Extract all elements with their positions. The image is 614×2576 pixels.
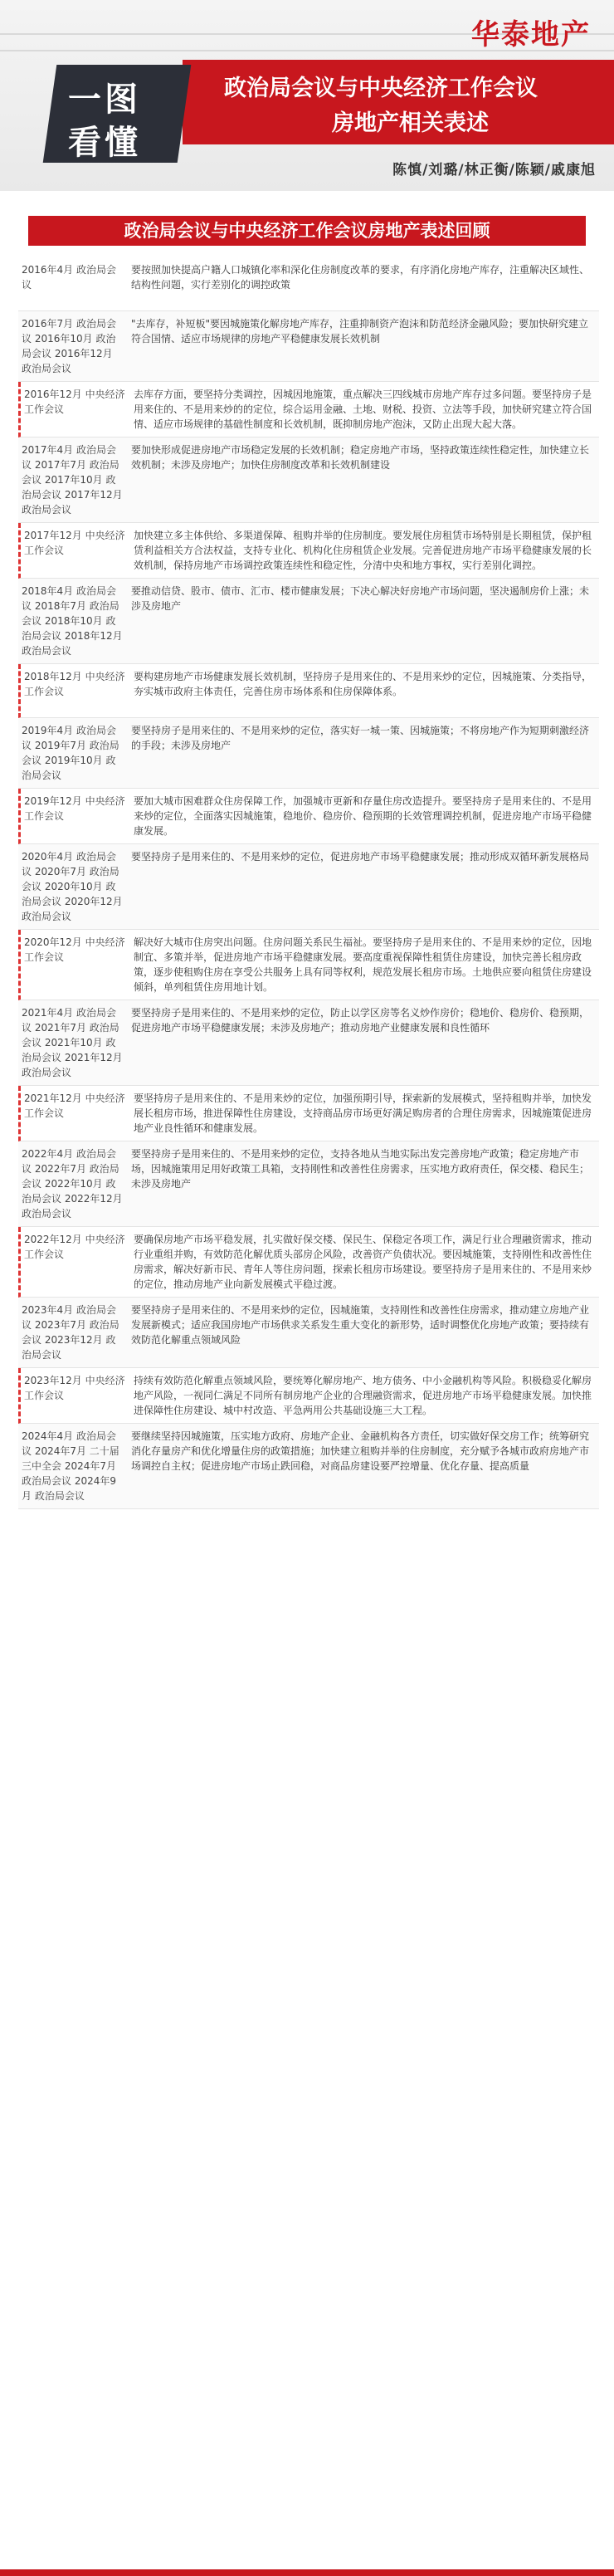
meeting-statement: 要坚持房子是用来住的、不是用来炒的定位，因城施策，支持刚性和改善性住房需求，推动建立房地产业发展新模式；适应我国房地产市场供求关系发生重大变化的新形势，适时调整优化房地产政策；要持续有效防范化解重点领域风险 [131,1304,590,1346]
meeting-statement: 去库存方面，要坚持分类调控，因城因地施策，重点解决三四线城市房地产库存过多问题。要坚持房子是用来住的、不是用来炒的的定位，综合运用金融、土地、财税、投资、立法等手段，加快研究建立符合国情、适应市场规律的基础性制度和长效机制，既抑制房地产泡沫，又防止出现大起大落。 [134,389,592,430]
meeting-date: 2016年7月 政治局会议 2016年10月 政治局会议 2016年12月 政治局会议 [22,318,116,374]
meeting-statement: 要加大城市困难群众住房保障工作，加强城市更新和存量住房改造提升。要坚持房子是用来住的、不是用来炒的定位，全面落实因城施策，稳地价、稳房价、稳预期的长效管理调控机制，促进房地产市场平稳健康发展。 [134,795,592,837]
authors: 陈慎/刘璐/林正衡/陈颖/戚康旭 [392,162,596,178]
timeline-row [18,930,599,1000]
timeline-row [18,523,599,579]
meeting-date: 2020年4月 政治局会议 2020年7月 政治局会议 2020年10月 政治局会议 2020年12月 政治局会议 [22,851,123,922]
meeting-date: 2016年12月 中央经济工作会议 [24,389,125,415]
badge-line1: 一图 [68,81,141,119]
meeting-date: 2022年12月 中央经济工作会议 [24,1234,125,1260]
title-line2: 房地产相关表述 [332,110,489,136]
meeting-date: 2018年4月 政治局会议 2018年7月 政治局会议 2018年10月 政治局会议 2018年12月 政治局会议 [22,585,123,657]
timeline-row [18,579,599,664]
meeting-date: 2023年4月 政治局会议 2023年7月 政治局会议 2023年12月 政治局会议 [22,1304,119,1361]
meeting-date: 2022年4月 政治局会议 2022年7月 政治局会议 2022年10月 政治局会议 2022年12月 政治局会议 [22,1148,123,1220]
meeting-date: 2016年4月 政治局会议 [22,264,116,291]
meeting-statement: 持续有效防范化解重点领域风险，要统筹化解房地产、地方债务、中小金融机构等风险。积极稳妥化解房地产风险，一视同仁满足不同所有制房地产企业的合理融资需求，促进房地产市场平稳健康发展。加快推进保障性住房建设、城中村改造、平急两用公共基础设施三大工程。 [134,1375,592,1416]
timeline-row [18,718,599,789]
header-banner [0,0,614,191]
timeline-row [18,1227,599,1298]
timeline-row [18,789,599,844]
timeline-row [18,257,599,311]
meeting-date: 2019年4月 政治局会议 2019年7月 政治局会议 2019年10月 政治局会议 [22,725,119,781]
title-line1: 政治局会议与中央经济工作会议 [224,76,538,101]
meeting-statement: 要按照加快提高户籍人口城镇化率和深化住房制度改革的要求，有序消化房地产库存，注重解决区域性、结构性问题，实行差别化的调控政策 [131,264,590,291]
meeting-date: 2020年12月 中央经济工作会议 [24,936,125,963]
meeting-statement: 要坚持房子是用来住的、不是用来炒的定位，防止以学区房等名义炒作房价；稳地价、稳房价、稳预期，促进房地产市场平稳健康发展；未涉及房地产；推动房地产业健康发展和良性循环 [131,1007,590,1034]
meeting-statement: 要坚持房子是用来住的、不是用来炒的定位，支持各地从当地实际出发完善房地产政策；稳定房地产市场，因城施策用足用好政策工具箱，支持刚性和改善性住房需求，压实地方政府责任，保交楼、稳民生；未涉及房地产 [131,1148,590,1190]
meeting-date: 2021年4月 政治局会议 2021年7月 政治局会议 2021年10月 政治局会议 2021年12月 政治局会议 [22,1007,123,1078]
footer-bar [0,2569,614,2576]
meeting-statement: 要坚持房子是用来住的、不是用来炒的定位，落实好一城一策、因城施策；不将房地产作为短期刺激经济的手段；未涉及房地产 [131,725,590,751]
meeting-date: 2024年4月 政治局会议 2024年7月 二十届三中全会 2024年7月 政治局会议 2024年9月 政治局会议 [22,1430,119,1502]
timeline-row [18,844,599,930]
meeting-statement: 要构建房地产市场健康发展长效机制，坚持房子是用来住的、不是用来炒的定位，因城施策、分类指导，夯实城市政府主体责任，完善住房市场体系和住房保障体系。 [134,671,592,697]
timeline-row [18,1368,599,1424]
timeline-row [18,664,599,718]
timeline-row [18,1086,599,1141]
meeting-date: 2017年12月 中央经济工作会议 [24,530,125,556]
timeline-row [18,437,599,523]
timeline-list [18,257,599,1509]
meeting-statement: 要继续坚持因城施策，压实地方政府、房地产企业、金融机构各方责任，切实做好保交房工作；统筹研究消化存量房产和优化增量住房的政策措施；加快建立租购并举的住房制度，充分赋予各城市政府房地产市场调控自主权；促进房地产市场止跌回稳，对商品房建设要严控增量、优化存量、提高质量 [131,1430,590,1472]
meeting-date: 2018年12月 中央经济工作会议 [24,671,125,697]
section-subtitle: 政治局会议与中央经济工作会议房地产表述回顾 [28,216,586,246]
meeting-date: 2017年4月 政治局会议 2017年7月 政治局会议 2017年10月 政治局会议 2017年12月 政治局会议 [22,444,123,516]
meeting-date: 2023年12月 中央经济工作会议 [24,1375,125,1401]
timeline-row [18,1298,599,1368]
timeline-row [18,1424,599,1509]
meeting-statement: 要坚持房子是用来住的、不是用来炒的定位，加强预期引导，探索新的发展模式，坚持租购并举，加快发展长租房市场，推进保障性住房建设，支持商品房市场更好满足购房者的合理住房需求，因城施策促进房地产业良性循环和健康发展。 [134,1092,592,1134]
badge-line2: 看懂 [68,124,141,162]
meeting-statement: 要确保房地产市场平稳发展，扎实做好保交楼、保民生、保稳定各项工作，满足行业合理融资需求，推动行业重组并购，有效防范化解优质头部房企风险，改善资产负债状况。要因城施策，支持刚性和改善性住房需求，解决好新市民、青年人等住房问题，探索长租房市场建设。要坚持房子是用来住的、不是用来炒的定位，推动房地产业向新发展模式平稳过渡。 [134,1234,592,1290]
meeting-statement: 要推动信贷、股市、债市、汇市、楼市健康发展；下决心解决好房地产市场问题，坚决遏制房价上涨；未涉及房地产 [131,585,590,612]
brand-logo: 华泰地产 [471,18,591,51]
meeting-date: 2021年12月 中央经济工作会议 [24,1092,125,1119]
timeline-row [18,382,599,437]
meeting-statement: 要坚持房子是用来住的、不是用来炒的定位，促进房地产市场平稳健康发展；推动形成双循环新发展格局 [131,851,590,863]
meeting-statement: 加快建立多主体供给、多渠道保障、租购并举的住房制度。要发展住房租赁市场特别是长期租赁，保护租赁利益相关方合法权益，支持专业化、机构化住房租赁企业发展。完善促进房地产市场平稳健康发展的长效机制，保持房地产市场调控政策连续性和稳定性，分清中央和地方事权，实行差别化调控。 [134,530,592,571]
meeting-statement: "去库存，补短板"要因城施策化解房地产库存，注重抑制资产泡沫和防范经济金融风险；要加快研究建立符合国情、适应市场规律的房地产平稳健康发展长效机制 [131,318,589,345]
timeline-row [18,1141,599,1227]
timeline-row [18,1000,599,1086]
meeting-statement: 解决好大城市住房突出问题。住房问题关系民生福祉。要坚持房子是用来住的、不是用来炒的定位，因地制宜、多策并举，促进房地产市场平稳健康发展。要高度重视保障性租赁住房建设，加快完善长租房政策，逐步使租购住房在享受公共服务上具有同等权利，规范发展长租房市场。土地供应要向租赁住房建设倾斜，单列租赁住房用地计划。 [134,936,592,993]
timeline-row [18,311,599,382]
meeting-date: 2019年12月 中央经济工作会议 [24,795,125,822]
meeting-statement: 要加快形成促进房地产市场稳定发展的长效机制；稳定房地产市场，坚持政策连续性稳定性，加快建立长效机制；未涉及房地产；加快住房制度改革和长效机制建设 [131,444,590,471]
